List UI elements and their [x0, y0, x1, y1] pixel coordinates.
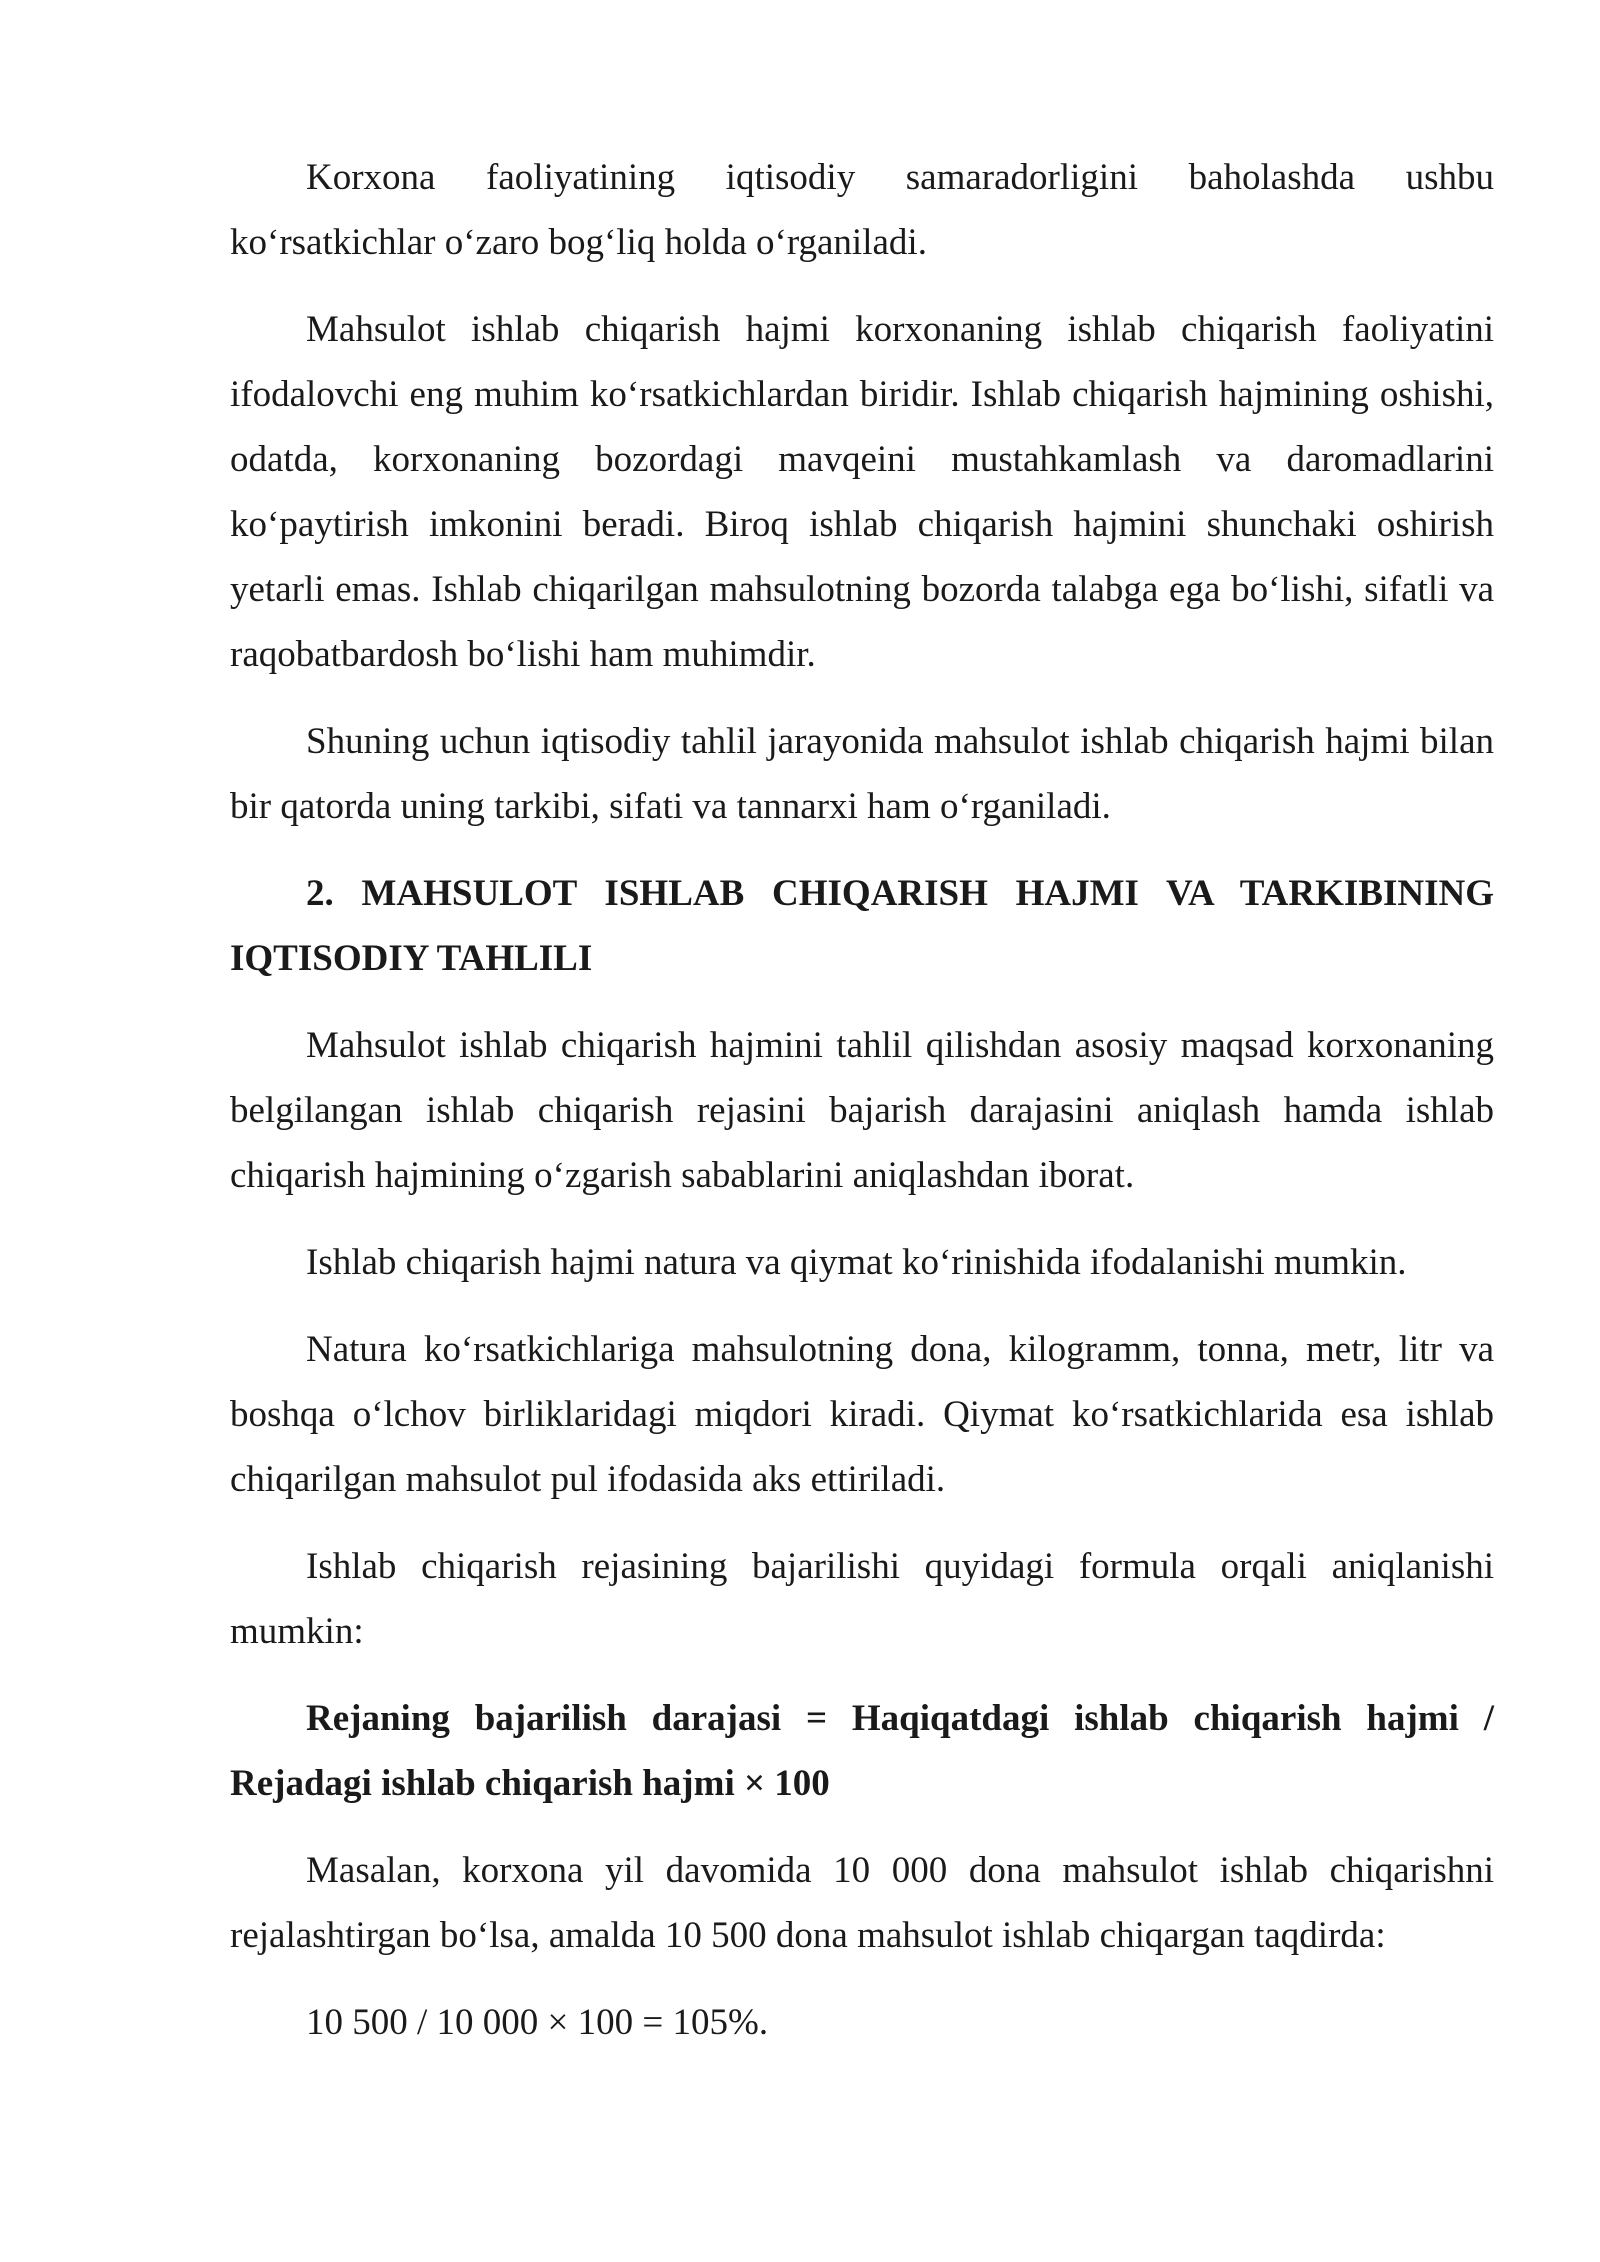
paragraph-indicators: Natura koʻrsatkichlariga mahsulotning dona, kilogramm, tonna, metr, litr va boshqa oʻlchov birliklaridagi miqdori kiradi. Qiymat koʻrsatkichlarida esa ishlab chiqarilgan mahsulot pul ifodasida aks ettiriladi. [230, 1329, 1494, 1500]
paragraph-analysis-goal: Mahsulot ishlab chiqarish hajmini tahlil qilishdan asosiy maqsad korxonaning belgilangan ishlab chiqarish rejasini bajarish darajasini aniqlash hamda ishlab chiqarish hajmining oʻzgarish sabablarini aniqlashdan iborat. [230, 1025, 1494, 1196]
formula: Rejaning bajarilish darajasi = Haqiqatdagi ishlab chiqarish hajmi / Rejadagi ishlab chiqarish hajmi × 100 [230, 1698, 1494, 1804]
document-body [230, 145, 1494, 2055]
example-calculation: 10 500 / 10 000 × 100 = 105%. [306, 2002, 769, 2043]
paragraph-analysis-scope: Shuning uchun iqtisodiy tahlil jarayonida mahsulot ishlab chiqarish hajmi bilan bir qatorda uning tarkibi, sifati va tannarxi ham oʻrganiladi. [230, 721, 1494, 827]
paragraph-production-volume: Mahsulot ishlab chiqarish hajmi korxonaning ishlab chiqarish faoliyatini ifodalovchi eng muhim koʻrsatkichlardan biridir. Ishlab chiqarish hajmining oshishi, odatda, korxonaning bozordagi mavqeini mustahkamlash va daromadlarini koʻpaytirish imkonini beradi. Biroq ishlab chiqarish hajmini shunchaki oshirish yetarli emas. Ishlab chiqarilgan mahsulotning bozorda talabga ega boʻlishi, sifatli va raqobatbardosh boʻlishi ham muhimdir. [230, 309, 1494, 675]
paragraph-forms: Ishlab chiqarish hajmi natura va qiymat koʻrinishida ifodalanishi mumkin. [306, 1242, 1407, 1283]
paragraph-example: Masalan, korxona yil davomida 10 000 dona mahsulot ishlab chiqarishni rejalashtirgan boʻlsa, amalda 10 500 dona mahsulot ishlab chiqargan taqdirda: [230, 1850, 1494, 1956]
paragraph-formula-intro: Ishlab chiqarish rejasining bajarilishi quyidagi formula orqali aniqlanishi mumkin: [230, 1546, 1494, 1652]
paragraph-intro: Korxona faoliyatining iqtisodiy samaradorligini baholashda ushbu koʻrsatkichlar oʻzaro bogʻliq holda oʻrganiladi. [230, 157, 1494, 263]
section-heading: 2. MAHSULOT ISHLAB CHIQARISH HAJMI VA TARKIBINING IQTISODIY TAHLILI [230, 873, 1494, 979]
